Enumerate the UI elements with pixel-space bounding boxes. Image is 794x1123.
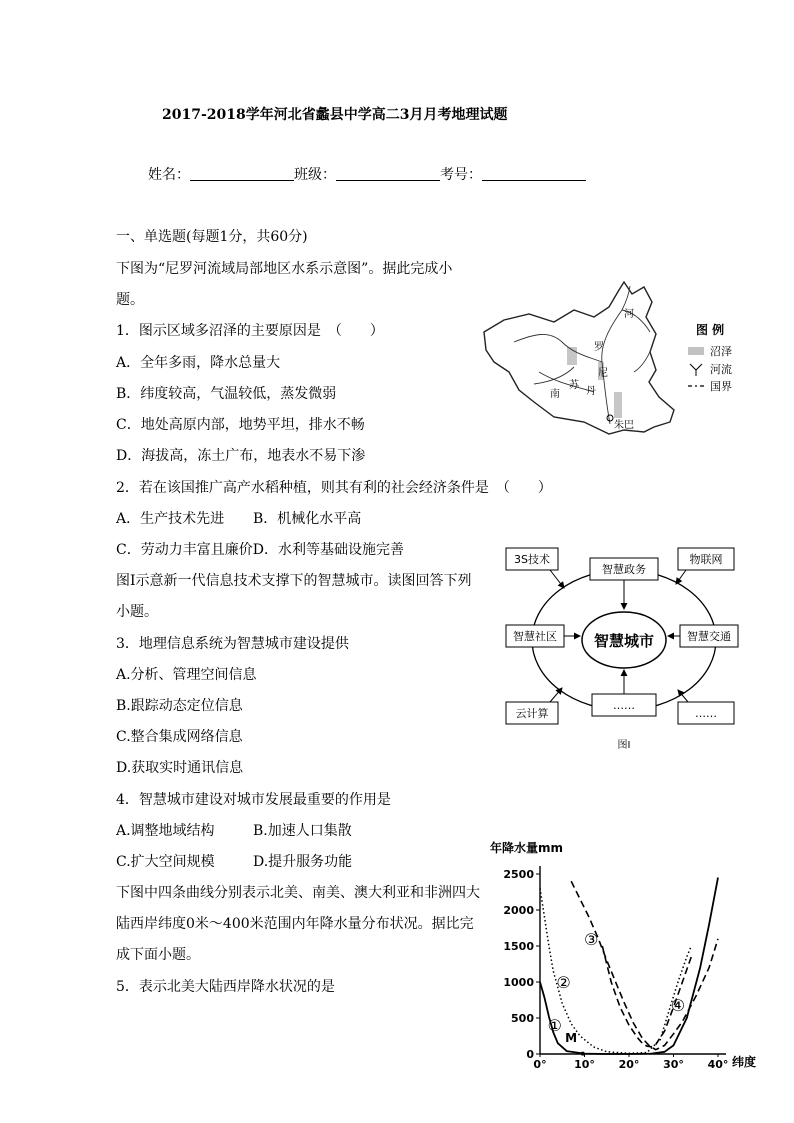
point-m-label: M [565, 1030, 578, 1045]
svg-text:……: …… [613, 699, 635, 712]
x-tick-label: 10° [574, 1058, 595, 1071]
option-a: A.调整地域结构 [116, 823, 215, 839]
series-label: ④ [670, 996, 686, 1016]
node-corner-bl [506, 702, 558, 724]
map-label: 罗 [594, 342, 604, 353]
series-label: ③ [584, 929, 599, 949]
option-b: B．纬度较高，气温较低，蒸发微弱 [116, 386, 337, 402]
y-tick-label: 500 [511, 1012, 534, 1025]
chart-ylabel: 年降水量mm [490, 841, 564, 855]
series-label: ② [556, 973, 571, 992]
legend-title: 图 例 [696, 323, 725, 337]
series-label: ① [547, 1016, 562, 1036]
precipitation-chart [484, 836, 774, 1076]
class-label: 班级： [294, 167, 336, 183]
name-label: 姓名： [148, 167, 190, 183]
intro-text: 成下面小题。 [116, 947, 200, 963]
x-tick-label: 40° [707, 1058, 729, 1071]
question-stem: 4．智慧城市建设对城市发展最重要的作用是 [116, 792, 391, 808]
option-d: D.获取实时通讯信息 [116, 760, 244, 776]
option-row [116, 510, 361, 528]
question-stem: 3．地理信息系统为智慧城市建设提供 [116, 636, 349, 652]
option-b: B.跟踪动态定位信息 [116, 698, 243, 714]
name-blank[interactable] [190, 166, 294, 181]
option-a: A．全年多雨，降水总量大 [116, 355, 281, 371]
smart-city-diagram [500, 536, 776, 754]
node-corner-br [678, 702, 734, 724]
option-a: A．生产技术先进 [116, 511, 225, 527]
svg-text:……: …… [695, 707, 717, 720]
option-d: D．水利等基础设施完善 [252, 542, 404, 558]
center-label: 智慧城市 [593, 632, 655, 650]
intro-text: 陆西岸纬度0米～400米范围内年降水量分布状况。据比完 [116, 916, 474, 932]
legend-river: 河流 [710, 363, 732, 376]
option-c: C.扩大空间规模 [116, 854, 215, 870]
nile-map-figure [474, 272, 774, 452]
legend-swamp: 沼泽 [710, 345, 732, 358]
series-line-1 [540, 878, 718, 1054]
map-label: 尼 [598, 368, 608, 379]
option-b: B.加速人口集散 [253, 823, 352, 839]
x-tick-label: 20° [618, 1058, 640, 1071]
page-title: 2017-2018学年河北省蠡县中学高二3月月考地理试题 [162, 107, 508, 123]
option-c: C.整合集成网络信息 [116, 729, 243, 745]
option-a: A.分析、管理空间信息 [116, 667, 257, 683]
series-line-3 [571, 881, 718, 1049]
question-stem: 2．若在该国推广高产水稻种植，则其有利的社会经济条件是 （ ） [116, 480, 552, 496]
river-legend-icon [690, 364, 702, 376]
node-corner-tl [506, 548, 558, 570]
student-info-line [148, 166, 586, 184]
series-line-2 [540, 888, 691, 1053]
option-d: D．海拔高，冻土广布，地表水不易下渗 [116, 448, 366, 464]
node-right [680, 625, 738, 647]
node-bottom [592, 694, 656, 716]
map-label: 丹 [586, 386, 596, 397]
section-heading: 一、单选题(每题1分，共60分) [116, 229, 308, 245]
option-c: C．劳动力丰富且廉价 [116, 542, 253, 558]
option-c: C．地处高原内部，地势平坦，排水不畅 [116, 417, 365, 433]
y-tick-label: 1500 [503, 940, 534, 953]
map-label: 朱巴 [614, 420, 634, 431]
point-m-marker [581, 1052, 585, 1056]
svg-text:云计算: 云计算 [515, 707, 549, 720]
map-label: 南 [550, 389, 560, 400]
option-row [116, 541, 404, 559]
intro-text: 题。 [116, 292, 144, 308]
intro-text: 图Ⅰ示意新一代信息技术支撑下的智慧城市。读图回答下列 [116, 573, 472, 589]
chart-xlabel: 纬度 [732, 1055, 757, 1069]
x-tick-label: 0° [533, 1058, 547, 1071]
option-d: D.提升服务功能 [253, 854, 353, 870]
y-tick-label: 2000 [503, 904, 534, 917]
map-label: 河 [624, 309, 634, 320]
map-label: 苏 [569, 380, 579, 391]
y-tick-label: 0 [526, 1048, 534, 1061]
node-corner-tr [678, 548, 734, 570]
svg-text:智慧交通: 智慧交通 [687, 630, 731, 643]
svg-text:智慧社区: 智慧社区 [513, 630, 557, 643]
map-country-outline [484, 282, 674, 434]
intro-text: 下图中四条曲线分别表示北美、南美、澳大利亚和非洲四大 [116, 885, 480, 901]
node-left [506, 625, 564, 647]
figure-caption: 图Ⅰ [617, 740, 631, 751]
swamp-legend-icon [688, 347, 704, 355]
node-top [590, 558, 658, 580]
x-tick-label: 30° [663, 1058, 684, 1071]
option-b: B．机械化水平高 [253, 511, 362, 527]
intro-text: 小题。 [116, 604, 158, 620]
intro-text: 下图为“尼罗河流域局部地区水系示意图”。据此完成小 [116, 261, 453, 277]
exam-number-blank[interactable] [482, 166, 586, 181]
class-blank[interactable] [336, 166, 440, 181]
option-row [116, 853, 352, 871]
map-legend [688, 322, 732, 393]
juba-marker-icon [607, 415, 613, 421]
question-stem: 5．表示北美大陆西岸降水状况的是 [116, 979, 335, 995]
svg-text:智慧政务: 智慧政务 [602, 563, 646, 576]
option-row [116, 822, 352, 840]
y-tick-label: 2500 [503, 868, 534, 881]
y-tick-label: 1000 [503, 976, 534, 989]
question-stem: 1．图示区域多沼泽的主要原因是 （ ） [116, 323, 384, 339]
svg-text:物联网: 物联网 [689, 553, 723, 566]
exam-number-label: 考号： [440, 167, 482, 183]
legend-border: 国界 [710, 380, 732, 393]
svg-text:3S技术: 3S技术 [514, 553, 550, 566]
